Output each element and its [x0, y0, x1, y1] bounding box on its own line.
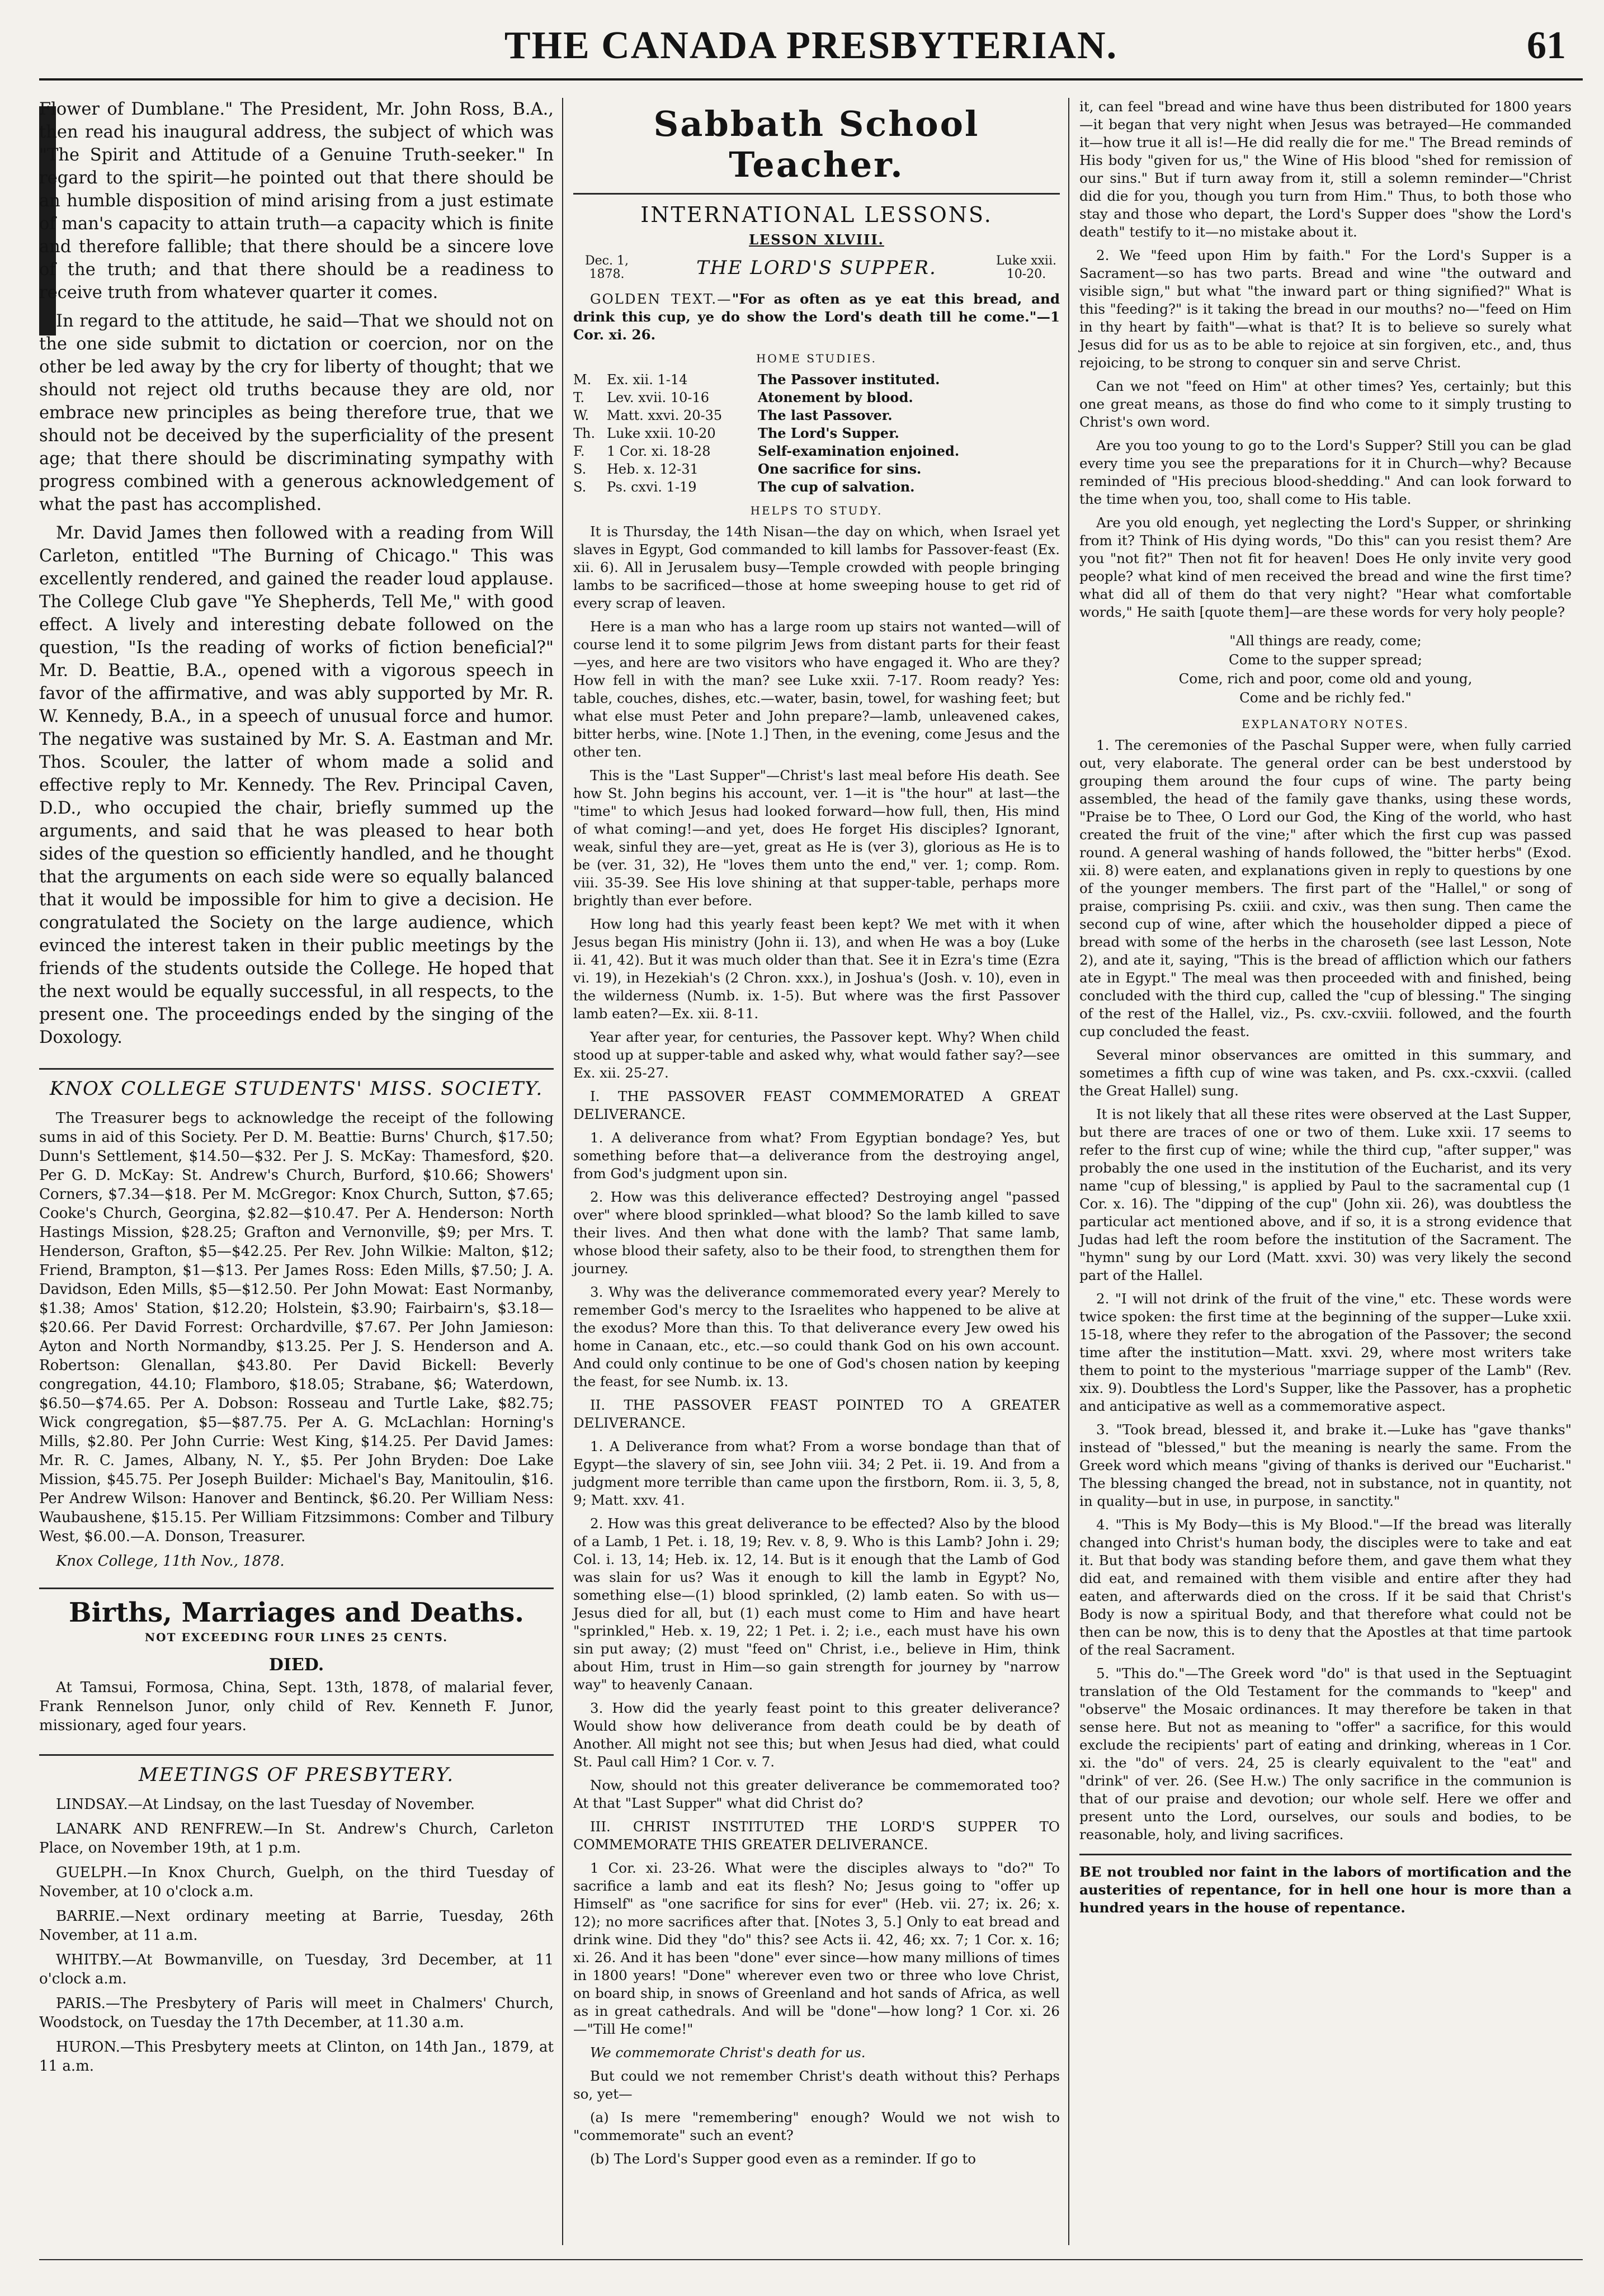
- column-3: [1079, 98, 1572, 1917]
- explanatory-note: It is not likely that all these rites were observed at the Last Supper, but there are traces of one or two of them. Luke xxii. 17 seems to refer to the first cup of wine; while the third cup, "after supper," was probably the one used in the institution of the Eucharist, and its very name "cup of blessing," is applied by Paul to the sacramental cup (1 Cor. x. 16). The "dipping of the cup" (John xii. 26), was doubtless the particular act mentioned above, and if so, it is a strong evidence that Judas had left the room before the institution of the Sacrament. The "hymn" sung by our Lord (Matt. xxvi. 30) was very likely the second part of the Hallel.: [1079, 1106, 1572, 1283]
- explanatory-note: 5. "This do."—The Greek word "do" is that used in the Septuagint translation of the Old Testament for the commands to "keep" and "observe" the Mosaic ordinances. It may therefore be taken in that sense here. But not as meaning to "offer" a sacrifice, for this would exclude the recipients' part of eating and drinking, whereas in 1 Cor. xi. the "do" of vers. 24, 25 is clearly equivalent to the "eat" and "drink" of ver. 26. (See H.w.) The only sacrifice in the communion is that of our praise and devotion; our whole self. Here we offer and present unto the Lord, ourselves, our souls and bodies, to be reasonable, holy, and living sacrifices.: [1079, 1665, 1572, 1843]
- study-ref: Ex. xii. 1-14: [607, 372, 688, 388]
- explanatory-note: 4. "This is My Body—this is My Blood."—If the bread was literally changed into Christ's human body, the disciples were to take and eat it. But that body was standing before them, and gave them what they did eat, and remained with them visible and entire after they had eaten, and afterwards died on the cross. If it be said that Christ's Body is now a spiritual Body, and that therefore what could not be then can be now, this is to deny that the Apostles at that time partook of the real Sacrament.: [1079, 1517, 1572, 1658]
- home-study-row: [573, 442, 1060, 460]
- golden-text: [573, 290, 1060, 344]
- study-topic: The cup of salvation.: [758, 479, 915, 495]
- lesson-paragraph: (a) Is mere "remembering" enough? Would we not wish to "commemorate" such an event?: [573, 2109, 1060, 2143]
- knox-society-heading: KNOX COLLEGE STUDENTS' MISS. SOCIETY.: [39, 1068, 554, 1100]
- meeting-item: GUELPH.—In Knox Church, Guelph, on the third Tuesday of November, at 10 o'clock a.m.: [39, 1864, 554, 1900]
- meeting-item: LINDSAY.—At Lindsay, on the last Tuesday of November.: [56, 1796, 475, 1813]
- births-rate-note: NOT EXCEEDING FOUR LINES 25 CENTS.: [144, 1631, 449, 1644]
- home-study-row: [573, 478, 1060, 496]
- study-ref: Luke xxii. 10-20: [607, 426, 716, 441]
- lesson-paragraph: 3. Why was the deliverance commemorated every year? Merely to remember God's mercy to the Israelites who happened to be alive at the exodus? More than this. To that deliverance every Jew owed his home in Canaan, etc., etc.—so could thank God on his own account. And could only continue to be one of God's chosen nation by keeping the feast, for see Numb. ix. 13.: [573, 1284, 1060, 1390]
- study-day: W.: [573, 408, 589, 423]
- explanatory-note: 1. The ceremonies of the Paschal Supper were, when fully carried out, very elaborate. The general order can be best understood by grouping them around the four cups of wine. The party being assembled, the head of the family gave thanks, using these words, "Praise be to Thee, O Lord our God, the King of the world, who hast created the fruit of the vine;" after which the first cup was passed round. A general washing of hands followed, the "bitter herbs" (Exod. xii. 8) were eaten, and explanations given in reply to questions by one of the younger members. The first part of the "Hallel," or song of praise, comprising Ps. cxiii. and cxiv., was then sung. Then came the second cup of wine, after which the householder dipped a piece of bread with some of the herbs in the charoseth (see last Lesson, Note 2), and ate it, saying, "This is the bread of affliction which our fathers ate in Egypt." The meal was then proceeded with and finished, being concluded with the third cup, called the "cup of blessing." The singing of the rest of the Hallel, viz., Ps. cxv.-cxviii. followed, and the fourth cup concluded the feast.: [1079, 737, 1572, 1040]
- lesson-paragraph: How long had this yearly feast been kept? We met with it when Jesus began His ministry (John ii. 13), and when He was a boy (Luke ii. 41, 42). But it was much older than that. See it in Ezra's time (Ezra vi. 19), in Hezekiah's (2 Chron. xxx.), in Joshua's (Josh. v. 10), even in the wilderness (Numb. ix. 1-5). But where was the first Passover lamb eaten?—Ex. xii. 8-11.: [573, 916, 1060, 1022]
- study-day: S.: [573, 479, 587, 495]
- lesson-section-heading: I. THE PASSOVER FEAST COMMEMORATED A GREAT DELIVERANCE.: [573, 1088, 1060, 1122]
- lesson-title-row: [573, 254, 1060, 281]
- meeting-item: WHITBY.—At Bowmanville, on Tuesday, 3rd December, at 11 o'clock a.m.: [39, 1952, 554, 1987]
- article-paragraph: Flower of Dumblane." The President, Mr. John Ross, B.A., then read his inaugural address, the subject of which was "The Spirit and Attitude of a Genuine Truth-seeker." In regard to the spirit—he pointed out that there should be an humble disposition of mind arising from a just estimate of man's capacity to attain truth—a capacity which is finite and therefore fallible; that there should be a sincere love of the truth; and that there should be a readiness to receive truth from whatever quarter it comes.: [39, 100, 554, 303]
- lesson-number: LESSON XLVIII.: [749, 232, 884, 248]
- births-marriages-deaths-heading: Births, Marriages and Deaths.: [39, 1588, 554, 1628]
- helps-to-study-heading: HELPS TO STUDY.: [750, 504, 883, 517]
- lesson-paragraph: It is Thursday, the 14th Nisan—the day on which, when Israel yet slaves in Egypt, God commanded to kill lambs for Passover-feast (Ex. xii. 6). All in Jerusalem busy—Temple crowded with people bringing lambs to be sacrificed—those at home sweeping house to get rid of every scrap of leaven.: [573, 523, 1060, 611]
- lesson-paragraph: But could we not remember Christ's death without this? Perhaps so, yet—: [573, 2068, 1060, 2102]
- lesson-section-heading: II. THE PASSOVER FEAST POINTED TO A GREATER DELIVERANCE.: [573, 1397, 1060, 1431]
- hymn-verse: [1079, 631, 1572, 707]
- lesson-paragraph: 3. How did the yearly feast point to this greater deliverance? Would show how deliverance from death could be by death of Another. All might not see this; but when Jesus had died, what could St. Paul call Him? 1 Cor. v. 7.: [573, 1700, 1060, 1770]
- home-study-row: [573, 407, 1060, 424]
- article-paragraph: In regard to the attitude, he said—That we should not on the one side submit to dictation or coercion, nor on the other be led away by the cry for liberty of thought; that we should not reject old truths because they are old, nor embrace new principles as being therefore true, that we should not be deceived by the superficiality of the present age; that there should be discriminating sympathy with progress combined with a generous acknowledgement of what the past has accomplished.: [39, 311, 554, 514]
- lesson-paragraph: 2. How was this great deliverance to be effected? Also by the blood of a Lamb, 1 Pet. i. 18, 19; Rev. v. 8, 9. Who is this Lamb? John i. 29; Col. i. 13, 14; Heb. ix. 12, 14. But is it enough that the Lamb of God was slain for us? Was it enough to kill the lamb in Egypt? No, something else—(1) blood sprinkled, (2) lamb eaten. So with us—Jesus died for all, but (1) each must come to Him and have heart "sprinkled," Heb. x. 19, 22; 1 Pet. i. 2; i.e., each must have his own sin put away; (2) must "feed on" Christ, i.e., believe in Him, think about Him, trust in Him—so gain strength for journey by "narrow way" to heavenly Canaan.: [573, 1515, 1060, 1693]
- explanatory-note: Several minor observances are omitted in this summary, and sometimes a fifth cup of wine was taken, and Ps. cxx.-cxxvii. (called the Great Hallel) sung.: [1079, 1047, 1572, 1099]
- explanatory-note: 2. "I will not drink of the fruit of the vine," etc. These words were twice spoken: the first time at the beginning of the supper—Luke xxii. 15-18, where they refer to the abrogation of the Passover; the second time after the institution—Matt. xxvi. 29, where most writers take them to point to the mysterious "marriage supper of the Lamb" (Rev. xix. 9). Doubtless the Lord's Supper, like the Passover, has a prophetic and anticipative as well as a commemorative aspect.: [1079, 1291, 1572, 1414]
- study-ref: Lev. xvii. 10-16: [607, 390, 709, 405]
- lesson-paragraph: 2. How was this deliverance effected? Destroying angel "passed over" where blood sprinkled—what blood? So the lamb killed to save their lives. And then what done with the lamb? That same lamb, whose blood their safety, also to be their food, to strengthen them for journey.: [573, 1189, 1060, 1277]
- study-topic: The last Passover.: [758, 407, 893, 423]
- meetings-heading: MEETINGS OF PRESBYTERY.: [39, 1754, 554, 1786]
- meeting-item: PARIS.—The Presbytery of Paris will meet in Chalmers' Church, Woodstock, on Tuesday the 17th December, at 11.30 a.m.: [39, 1995, 554, 2031]
- lesson-paragraph: Year after year, for centuries, the Passover kept. Why? When child stood up at supper-table and asked why, what would father say?—see Ex. xii. 25-27.: [573, 1029, 1060, 1081]
- meeting-item: HURON.—This Presbytery meets at Clinton, on 14th Jan., 1879, at 11 a.m.: [39, 2039, 554, 2075]
- home-study-row: [573, 424, 1060, 442]
- study-topic: One sacrifice for sins.: [758, 461, 922, 477]
- hymn-line: "All things are ready, come;: [1229, 632, 1422, 649]
- study-topic: The Passover instituted.: [758, 371, 940, 388]
- home-study-row: [573, 460, 1060, 478]
- lesson-paragraph: 2. We "feed upon Him by faith." For the Lord's Supper is a Sacrament—so has two parts. Bread and wine "the outward and visible sign," but what "the inward part or thing signified?" What is this "feeding?" is it taking the bread in our mouths? no—"feed on Him in thy heart by faith"—what is that? It is to believe so surely what Jesus did for us as to be able to rejoice at sin forgiven, etc., and, thus rejoicing, to be strong to conquer sin and serve Christ.: [1079, 247, 1572, 371]
- home-studies-list: [573, 371, 1060, 496]
- page-number: 61: [1527, 24, 1566, 67]
- study-topic: Atonement by blood.: [758, 389, 913, 405]
- page-footer-rule: [39, 2259, 1583, 2260]
- golden-text-label: GOLDEN TEXT.—: [590, 291, 732, 307]
- lesson-paragraph: (b) The Lord's Supper good even as a reminder. If go to: [590, 2151, 976, 2167]
- lesson-title: THE LORD'S SUPPER.: [696, 257, 937, 279]
- column-2: [573, 98, 1060, 2174]
- study-day: T.: [573, 390, 585, 405]
- study-topic: Self-examination enjoined.: [758, 443, 960, 459]
- newspaper-title: THE CANADA PRESBYTERIAN.: [504, 24, 1118, 67]
- home-studies-heading: HOME STUDIES.: [756, 352, 878, 365]
- column-rule-2: [1068, 98, 1069, 2245]
- study-ref: Heb. x. 12-31: [607, 461, 699, 477]
- international-lessons-heading: INTERNATIONAL LESSONS.: [640, 202, 993, 227]
- home-study-row: [573, 389, 1060, 407]
- study-ref: Matt. xxvi. 20-35: [607, 408, 723, 423]
- closing-quote: BE not troubled nor faint in the labors of mortification and the austerities of repentance, for in hell one hour is more than a hundred years in the house of repentance.: [1079, 1854, 1572, 1917]
- lesson-paragraph: 1 Cor. xi. 23-26. What were the disciples always to "do?" To sacrifice a lamb and eat its flesh? No; Jesus going to "offer up Himself" as "one sacrifice for sins for ever" (Heb. vii. 27; ix. 26; x. 12); no more sacrifices after that. [Notes 3, 5.] Only to eat bread and drink wine. Did they "do" this? see Acts ii. 42, 46; xx. 7; 1 Cor. x. 16; xi. 26. And it has been "done" ever since—how many millions of times in 1800 years! "Done" wherever even two or three who love Christ, on board ship, in snows of Greenland and hot sands of Africa, as well as in great cathedrals. And will be "done"—how long? 1 Cor. xi. 26—"Till He come!": [573, 1860, 1060, 2037]
- meeting-item: BARRIE.—Next ordinary meeting at Barrie, Tuesday, 26th November, at 11 a.m.: [39, 1908, 554, 1944]
- lesson-reference: Luke xxii. 10-20.: [996, 254, 1056, 281]
- hymn-line: Come and be richly fed.": [1239, 689, 1412, 706]
- lesson-paragraph: 1. A deliverance from what? From Egyptian bondage? Yes, but something before that—a deliverance from the destroying angel, from God's judgment upon sin.: [573, 1130, 1060, 1182]
- died-label: DIED.: [268, 1655, 324, 1675]
- lesson-paragraph: Here is a man who has a large room up stairs not wanted—will of course lend it to some pilgrim Jews from distant parts for their feast—yes, and here are two visitors who have engaged it. Who are they? How fell in with the man? see Luke xxii. 7-17. Room ready? Yes: table, couches, dishes, etc.—water, basin, towel, for washing feet; but what else must Peter and John prepare?—lamb, unleavened cakes, bitter herbs, wine. [Note 1.] Then, in the evening, come Jesus and the other ten.: [573, 618, 1060, 760]
- lesson-paragraph: We commemorate Christ's death for us.: [590, 2044, 866, 2061]
- meeting-item: LANARK AND RENFREW.—In St. Andrew's Church, Carleton Place, on November 19th, at 1 p.m.: [39, 1821, 554, 1856]
- study-day: F.: [573, 443, 585, 459]
- explanatory-notes-heading: EXPLANATORY NOTES.: [1242, 717, 1409, 731]
- study-day: M.: [573, 372, 592, 388]
- study-ref: Ps. cxvi. 1-19: [607, 479, 697, 495]
- column-1: [39, 98, 554, 2081]
- sabbath-school-masthead: Sabbath School Teacher.: [573, 103, 1060, 195]
- lesson-paragraph: Can we not "feed on Him" at other times? Yes, certainly; but this one great means, as those do find who come to it simply trusting to Christ's own word.: [1079, 378, 1572, 430]
- lesson-paragraph: Are you old enough, yet neglecting the Lord's Supper, or shrinking from it? Think of His dying words, "Do this" can you resist them? Are you "not fit?" Then not fit for heaven! Does He only invite very good people? what kind of men received the bread and wine the first time? what did all of them do that very night? "Hear what comfortable words," He saith [quote them]—are these words for very holy people?: [1079, 514, 1572, 620]
- lesson-paragraph: 1. A Deliverance from what? From a worse bondage than that of Egypt—the slavery of sin, see John viii. 34; 2 Pet. ii. 19. And from a judgment more terrible than came upon the firstborn, Rom. ii. 3, 5, 8, 9; Matt. xxv. 41.: [573, 1438, 1060, 1508]
- page-header: [39, 11, 1583, 81]
- lesson-paragraph: Are you too young to go to the Lord's Supper? Still you can be glad every time you see the preparations for it in Church—why? Because reminded of "His precious blood-shedding." And can look forward to the time when you, too, shall come to His table.: [1079, 437, 1572, 507]
- article-paragraph: Mr. David James then followed with a reading from Will Carleton, entitled "The Burning of Chicago." This was excellently rendered, and gained the reader loud applause. The College Club gave "Ye Shepherds, Tell Me," with good effect. A lively and interesting debate followed on the question, "Is the reading of works of fiction beneficial?" Mr. D. Beattie, B.A., opened with a vigorous speech in favor of the affirmative, and was ably supported by Mr. R. W. Kennedy, B.A., in a speech of unusual force and humor. The negative was sustained by Mr. S. A. Eastman and Mr. Thos. Scouler, the latter of whom made a solid and effective reply to Mr. Kennedy. The Rev. Principal Caven, D.D., who occupied the chair, briefly summed up the arguments, and said that he was pleased to hear both sides of the question so efficiently handled, and he thought that the arguments on each side were so equally balanced that it would be impossible for him to give a decision. He congratulated the Society on the large audience, which evinced the interest taken in their public meetings by the friends of the students outside the College. He hoped that the next would be equally successful, in all respects, to the present one. The proceedings ended by the singing of the Doxology.: [39, 523, 554, 1047]
- study-day: S.: [573, 461, 587, 477]
- knox-society-body: The Treasurer begs to acknowledge the receipt of the following sums in aid of this Society. Per D. M. Beattie: Burns' Church, $17.50; Dunn's Settlement, $14.50—$32. Per J. S. McKay: Thamesford, $20. Per G. D. McKay: St. Andrew's Church, Burford, $10.66; Showers' Corners, $7.34—$18. Per M. McGregor: Knox Church, Sutton, $7.65; Cooke's Church, Georgina, $2.82—$10.47. Per A. Henderson: North Hastings Mission, $28.25; Grafton and Vernonville, $9; per Mrs. T. Henderson, Grafton, $5—$42.25. Per Rev. John Wilkie: Malton, $12; Friend, Brampton, $1—$13. Per James Ross: Eden Mills, $7.50; J. A. Davidson, Eden Mills, $5—$12.50. Per John Mowat: East Normanby, $1.38; Amos' Station, $12.20; Holstein, $3.90; Fairbairn's, $3.18—$20.66. Per David Forrest: Orchardville, $7.67. Per John Jamieson: Ayton and North Normandby, $13.25. Per J. S. Henderson and A. Robertson: Glenallan, $43.80. Per David Bickell: Beverly congregation, 44.10; Flamboro, $18.05; Strabane, $6; Waterdown, $6.50—$74.65. Per A. Dobson: Rosseau and Turtle Lake, $82.75; Wick congregation, $5—$87.75. Per A. G. McLachlan: Horning's Mills, $2.80. Per John Currie: West King, $14.25. Per David James: Mr. R. C. James, Albany, N. Y., $5. Per John Bryden: Doe Lake Mission, $45.75. Per Joseph Builder: Michael's Bay, Manitoulin, $16. Per Andrew Wilson: Hanover and Bentinck, $6.20. Per William Ness: Waubaushene, $15.15. Per William Fitzsimmons: Comber and Tilbury West, $6.00.—A. Donson, Treasurer.: [39, 1110, 554, 1545]
- hymn-line: Come, rich and poor, come old and young,: [1178, 670, 1473, 687]
- lesson-section-heading: III. CHRIST INSTITUTED THE LORD'S SUPPER TO COMMEMORATE THIS GREATER DELIVERANCE.: [573, 1818, 1060, 1853]
- golden-text-body: "For as often as ye eat this bread, and drink this cup, ye do show the Lord's death till he come."—1 Cor. xi. 26.: [573, 291, 1060, 343]
- lesson-paragraph: it, can feel "bread and wine have thus been distributed for 1800 years—it began that very night when Jesus was betrayed—He commanded it—how true it all is!—He did really die for me." The Bread reminds of His body "given for us," the Wine of His blood "shed for remission of our sins." But if turn away from it, still a solemn reminder—"Christ did die for you, though you turn from Him." Thus, to both those who stay and those who depart, the Lord's Supper does "show the Lord's death" testify to it—no mistake about it.: [1079, 98, 1572, 240]
- home-study-row: [573, 371, 1060, 389]
- study-ref: 1 Cor. xi. 18-28: [607, 443, 711, 459]
- knox-society-signoff: Knox College, 11th Nov., 1878.: [56, 1553, 285, 1570]
- lesson-date: Dec. 1, 1878.: [585, 254, 629, 281]
- hymn-line: Come to the supper spread;: [1228, 651, 1423, 668]
- lesson-paragraph: This is the "Last Supper"—Christ's last meal before His death. See how St. John begins his account, ver. 1—it is "the hour" at last—the "time" to which Jesus had looked forward—how full, then, His mind of what coming!—and yet, does He forget His disciples? Ignorant, weak, sinful they are—yet, great as He is (ver 3), glorious as He is to be (ver. 31, 32), He "loves them unto the end," ver. 1; comp. Rom. viii. 35-39. See His love shining at that supper-table, perhaps more brightly than ever before.: [573, 767, 1060, 909]
- lesson-paragraph: Now, should not this greater deliverance be commemorated too? At that "Last Supper" what did Christ do?: [573, 1777, 1060, 1811]
- column-rule-1: [562, 98, 563, 2245]
- study-day: Th.: [573, 426, 596, 441]
- explanatory-note: 3. "Took bread, blessed it, and brake it.—Luke has "gave thanks" instead of "blessed," but the meaning is nearly the same. From the Greek word which means "giving of thanks is derived our "Eucharist." The blessing changed the bread, not in substance, not in quantity, not in quality—but in use, in purpose, in sanctity.": [1079, 1421, 1572, 1509]
- death-notice: At Tamsui, Formosa, China, Sept. 13th, 1878, of malarial fever, Frank Rennelson Junor, only child of Rev. Kenneth F. Junor, missionary, aged four years.: [39, 1679, 554, 1734]
- study-topic: The Lord's Supper.: [758, 425, 899, 441]
